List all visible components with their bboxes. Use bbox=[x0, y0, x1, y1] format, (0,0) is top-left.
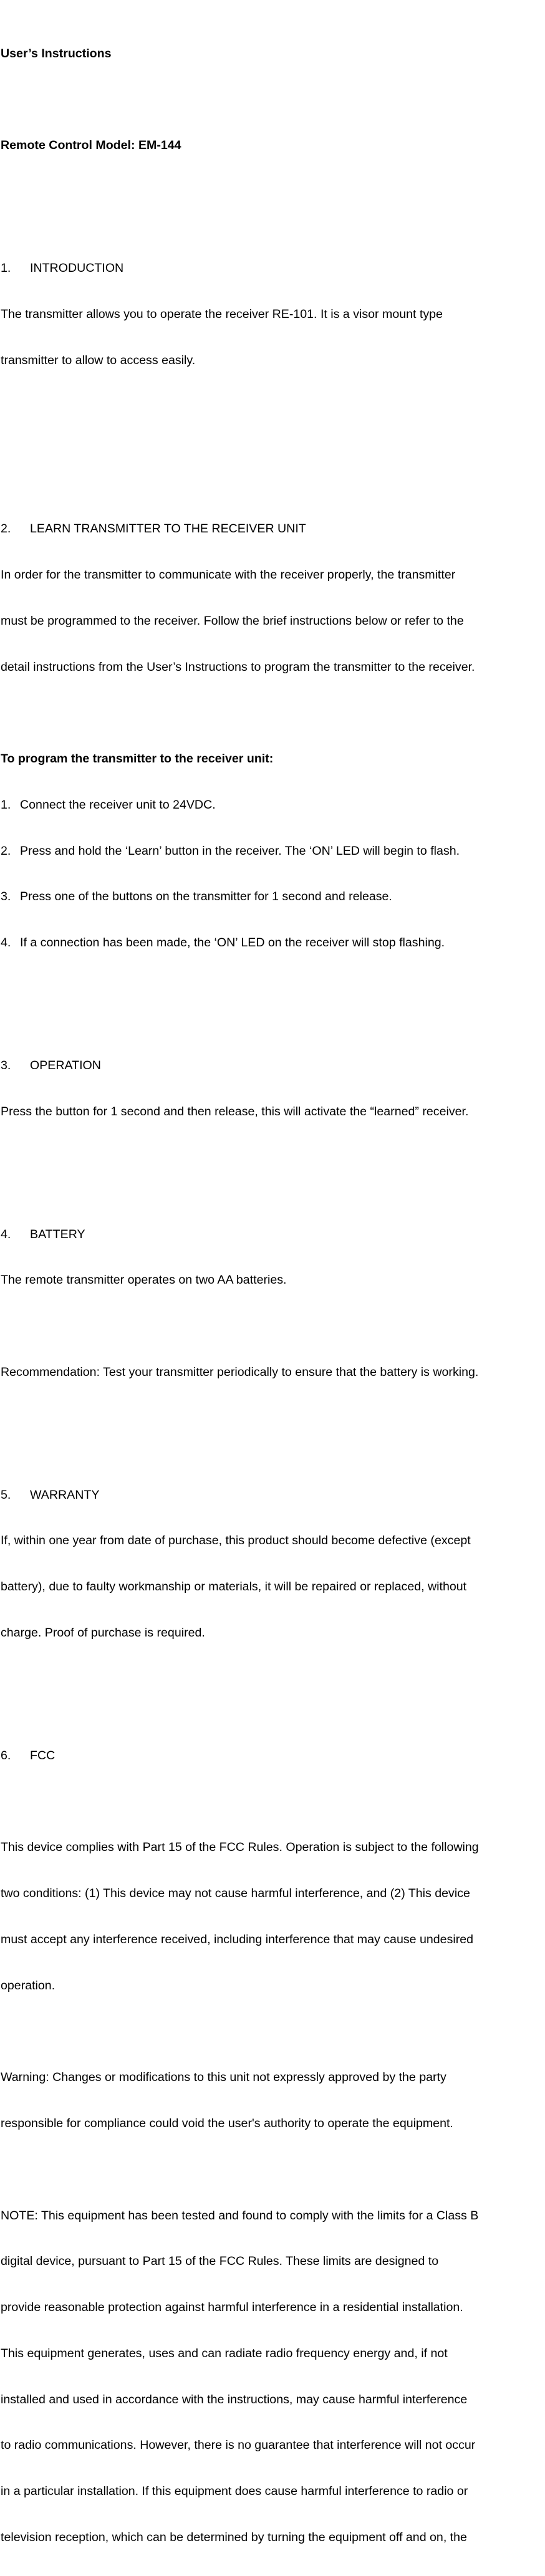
section-number: 4. bbox=[1, 1227, 11, 1241]
section-title: BATTERY bbox=[30, 1227, 85, 1241]
paragraph-line: If, within one year from date of purchase, this product should become defective (except bbox=[1, 1534, 471, 1548]
section-title: WARRANTY bbox=[30, 1487, 100, 1502]
paragraph-line: operation. bbox=[1, 1978, 55, 1992]
list-item bbox=[1, 797, 545, 813]
list-item bbox=[1, 889, 545, 905]
paragraph-line: must be programmed to the receiver. Follow the brief instructions below or refer to the bbox=[1, 613, 464, 628]
list-item bbox=[1, 935, 545, 951]
program-heading: To program the transmitter to the receiver unit: bbox=[1, 752, 274, 766]
list-number: 4. bbox=[1, 936, 11, 950]
section-heading-learn bbox=[1, 521, 545, 537]
paragraph-line: Press the button for 1 second and then release, this will activate the “learned” receiver. bbox=[1, 1104, 469, 1118]
section-heading-battery bbox=[1, 1227, 545, 1242]
section-number: 1. bbox=[1, 261, 11, 276]
section-title: OPERATION bbox=[30, 1058, 101, 1072]
warning-line: responsible for compliance could void the user's authority to operate the equipment. bbox=[1, 2116, 453, 2130]
section-number: 5. bbox=[1, 1487, 11, 1502]
list-text: Press one of the buttons on the transmitter for 1 second and release. bbox=[20, 890, 392, 904]
document-title: User’s Instructions bbox=[1, 46, 112, 60]
recommendation-text: Recommendation: Test your transmitter periodically to ensure that the battery is working. bbox=[1, 1365, 479, 1379]
list-item bbox=[1, 843, 545, 859]
list-text: If a connection has been made, the ‘ON’ LED on the receiver will stop flashing. bbox=[20, 936, 445, 950]
section-title: LEARN TRANSMITTER TO THE RECEIVER UNIT bbox=[30, 522, 306, 536]
paragraph-line: In order for the transmitter to communicate with the receiver properly, the transmitter bbox=[1, 567, 456, 582]
paragraph-line: two conditions: (1) This device may not cause harmful interference, and (2) This device bbox=[1, 1886, 470, 1901]
list-text: Press and hold the ‘Learn’ button in the receiver. The ‘ON’ LED will begin to flash. bbox=[20, 843, 460, 858]
note-line: television reception, which can be determined by turning the equipment off and on, the bbox=[1, 2530, 467, 2544]
note-line: to radio communications. However, there is no guarantee that interference will not occur bbox=[1, 2438, 476, 2453]
list-number: 1. bbox=[1, 797, 11, 812]
section-number: 6. bbox=[1, 1748, 11, 1762]
section-number: 3. bbox=[1, 1058, 11, 1072]
paragraph-line: must accept any interference received, including interference that may cause undesired bbox=[1, 1932, 474, 1946]
paragraph-line: transmitter to allow to access easily. bbox=[1, 353, 196, 367]
note-line: installed and used in accordance with the instructions, may cause harmful interference bbox=[1, 2392, 468, 2406]
document-page bbox=[1, 0, 545, 2576]
list-number: 2. bbox=[1, 843, 11, 858]
section-heading-introduction bbox=[1, 261, 545, 276]
paragraph-line: The transmitter allows you to operate the receiver RE-101. It is a visor mount type bbox=[1, 307, 443, 321]
note-line: in a particular installation. If this equipment does cause harmful interference to radio or bbox=[1, 2484, 468, 2499]
paragraph-line: detail instructions from the User’s Instructions to program the transmitter to the receiver. bbox=[1, 660, 475, 674]
note-line: provide reasonable protection against harmful interference in a residential installation. bbox=[1, 2300, 463, 2315]
note-line: NOTE: This equipment has been tested and found to comply with the limits for a Class B bbox=[1, 2208, 479, 2223]
model-name: Remote Control Model: EM-144 bbox=[1, 138, 181, 153]
list-number: 3. bbox=[1, 890, 11, 904]
section-heading-operation bbox=[1, 1058, 545, 1074]
list-text: Connect the receiver unit to 24VDC. bbox=[20, 797, 216, 812]
section-title: INTRODUCTION bbox=[30, 261, 124, 276]
paragraph-line: This device complies with Part 15 of the FCC Rules. Operation is subject to the following bbox=[1, 1840, 479, 1855]
section-number: 2. bbox=[1, 522, 11, 536]
paragraph-line: The remote transmitter operates on two AA batteries. bbox=[1, 1273, 287, 1287]
note-line: digital device, pursuant to Part 15 of the FCC Rules. These limits are designed to bbox=[1, 2254, 439, 2269]
section-heading-warranty bbox=[1, 1487, 545, 1503]
warning-line: Warning: Changes or modifications to this unit not expressly approved by the party bbox=[1, 2070, 446, 2085]
section-heading-fcc bbox=[1, 1748, 545, 1764]
paragraph-line: charge. Proof of purchase is required. bbox=[1, 1625, 205, 1640]
paragraph-line: battery), due to faulty workmanship or materials, it will be repaired or replaced, without bbox=[1, 1580, 467, 1594]
section-title: FCC bbox=[30, 1748, 55, 1762]
note-line: This equipment generates, uses and can radiate radio frequency energy and, if not bbox=[1, 2346, 448, 2360]
